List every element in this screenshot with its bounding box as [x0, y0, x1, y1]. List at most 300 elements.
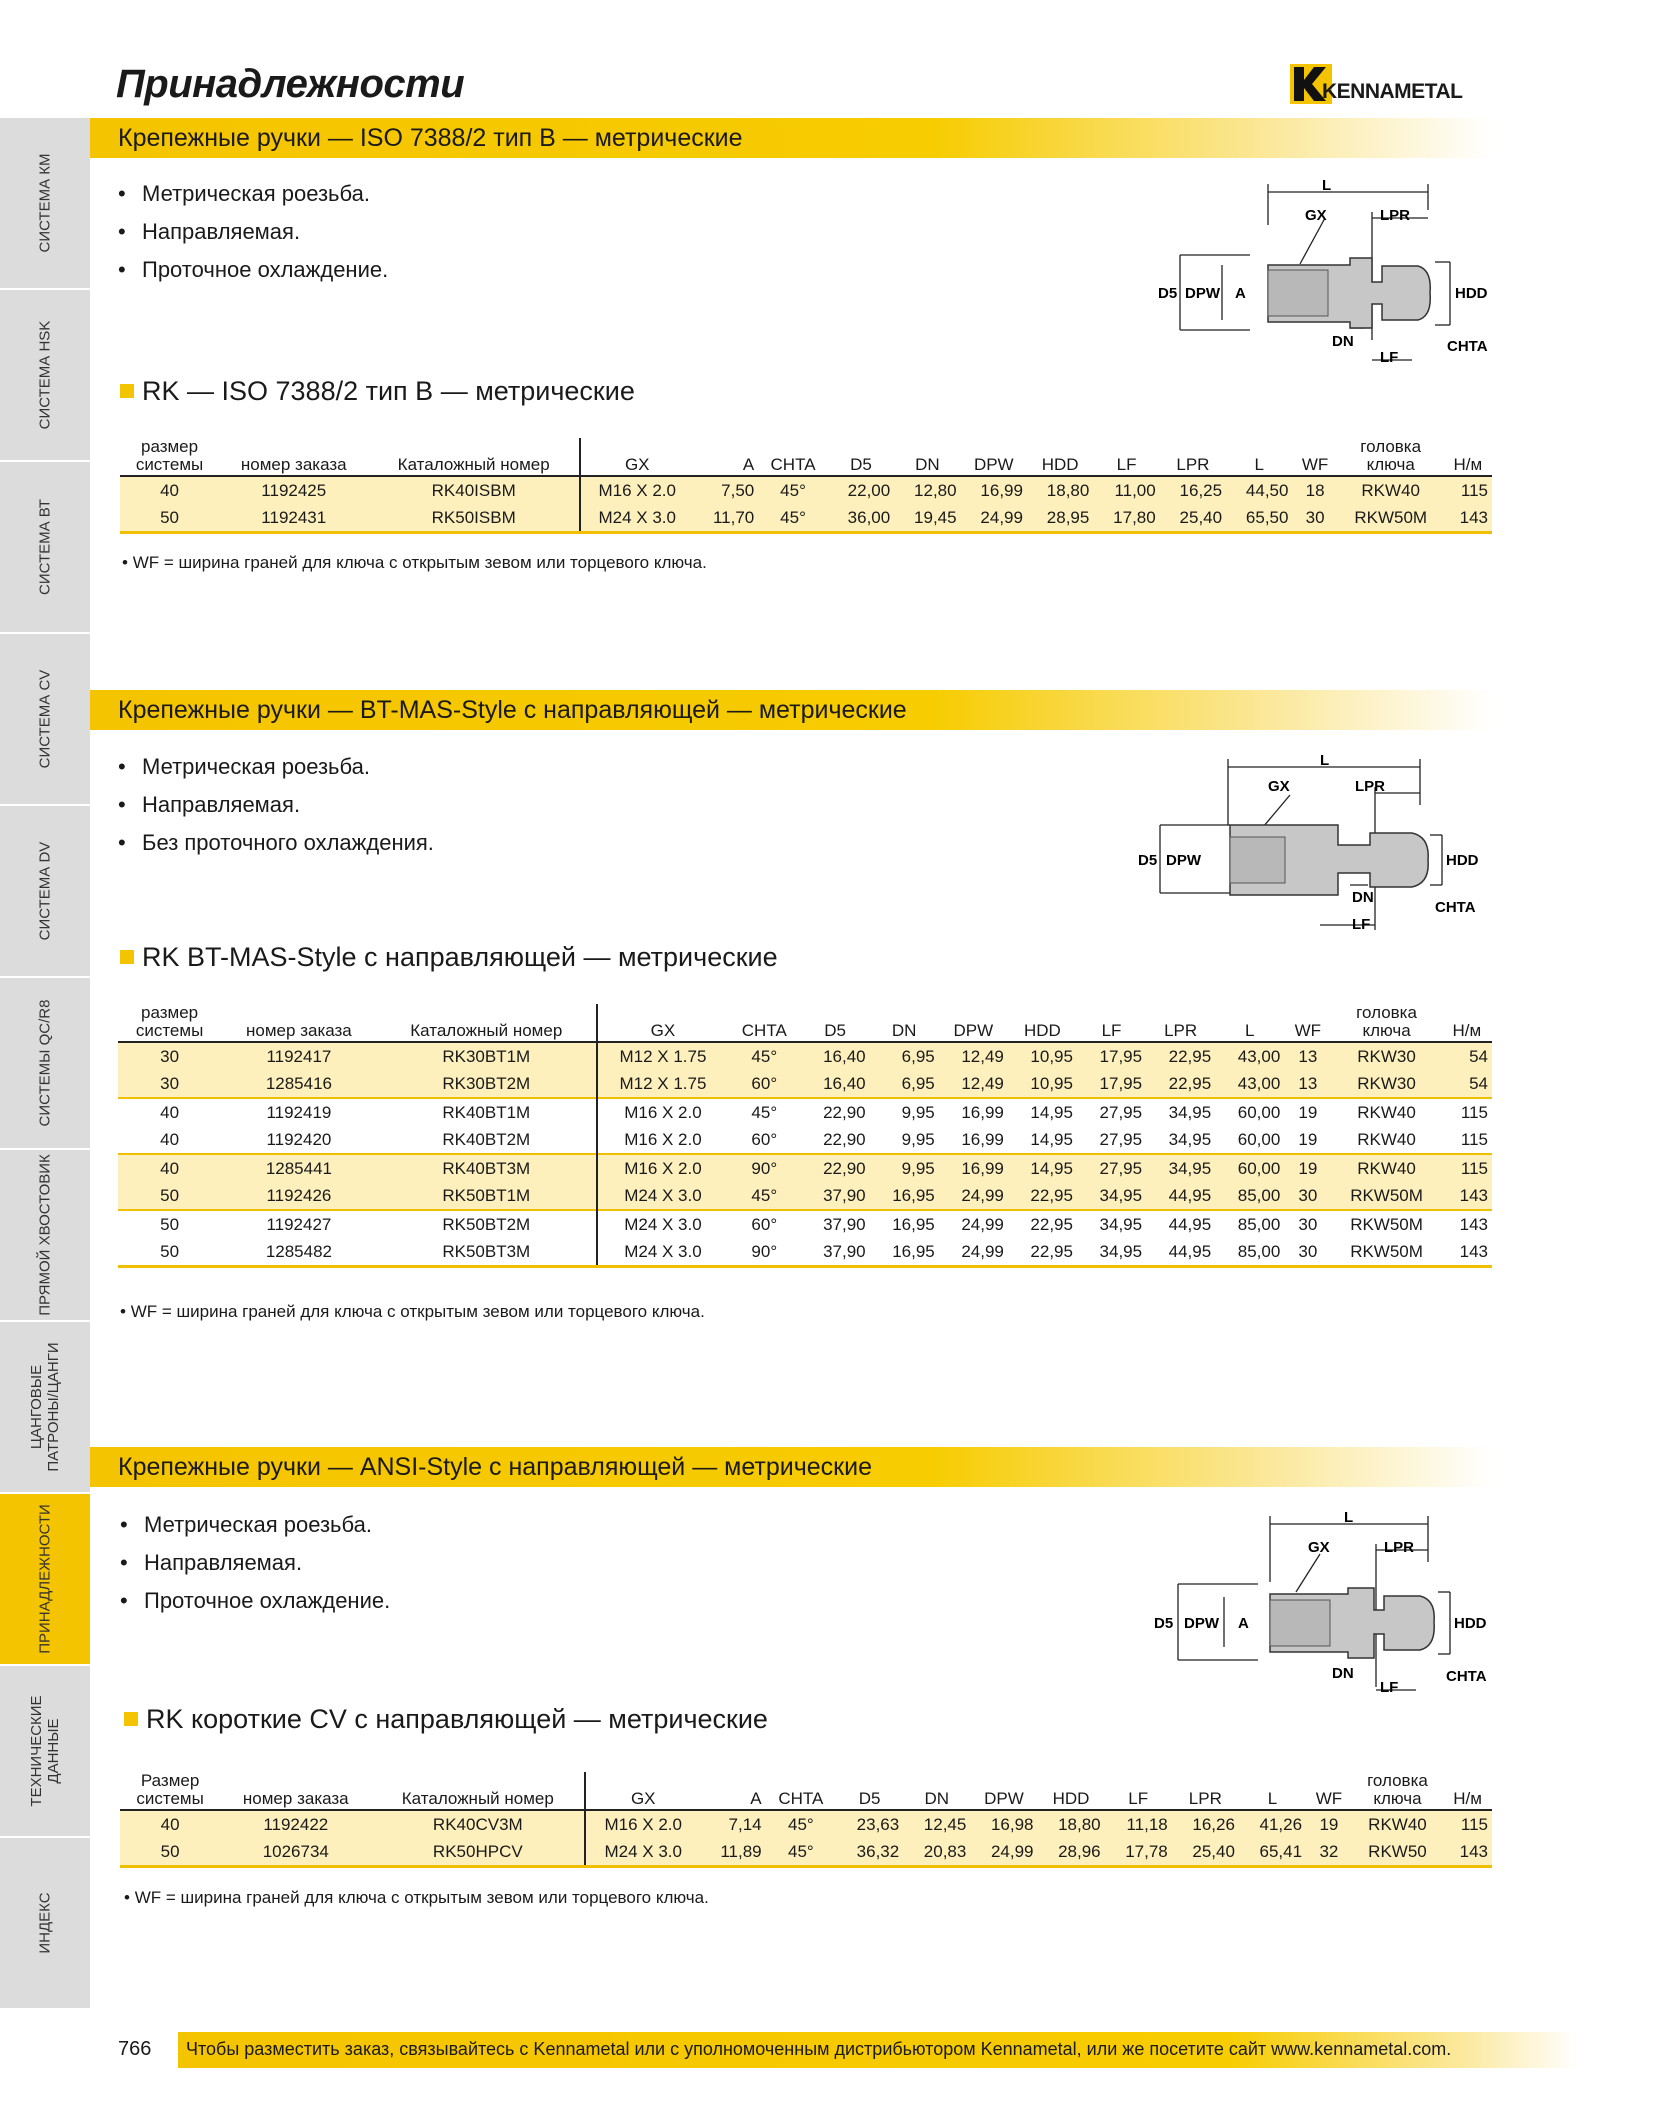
cell: 37,90 — [801, 1182, 870, 1210]
cell: RK50HPCV — [371, 1838, 585, 1867]
page-number: 766 — [118, 2038, 152, 2060]
cell: RK50BT1M — [377, 1182, 597, 1210]
feature-item: • Метрическая роезьба. — [120, 1506, 390, 1544]
sidebar-tab-cv[interactable] — [0, 634, 90, 807]
cell: 115 — [1442, 1098, 1492, 1126]
col-header-chta: CHTA — [766, 1772, 836, 1810]
sidebar-tab-label: СИСТЕМА CV — [36, 669, 54, 769]
cell: 25,40 — [1160, 504, 1226, 533]
sidebar-tab-dv[interactable] — [0, 806, 90, 979]
cell: 44,95 — [1146, 1238, 1215, 1267]
col-header-dn: DN — [870, 1004, 939, 1042]
cell: 9,95 — [901, 1130, 935, 1149]
section-header-bt-mas — [90, 690, 1492, 730]
table-row — [120, 476, 1492, 504]
cell: 143 — [1442, 1210, 1492, 1238]
cell: M24 X 3.0 — [585, 1838, 700, 1867]
cell: M24 X 3.0 — [597, 1182, 728, 1210]
cell: 10,95 — [1008, 1042, 1077, 1070]
cell: 45° — [728, 1182, 800, 1210]
col-header-order: номер заказа — [219, 438, 368, 476]
cell: 16,99 — [939, 1154, 1008, 1182]
table-row — [118, 1042, 1492, 1070]
cell: 28,96 — [1037, 1838, 1104, 1867]
table-footnote-text: WF = ширина граней для ключа с открытым зевом или торцевого ключа. — [132, 553, 707, 572]
table-footnote: • WF = ширина граней для ключа с открытым зевом или торцевого ключа. — [124, 1888, 709, 1907]
dim-label-chta: CHTA — [1435, 899, 1476, 916]
cell: M16 X 2.0 — [580, 476, 694, 504]
col-header-gx: GX — [580, 438, 694, 476]
cell: 41,26 — [1239, 1810, 1306, 1838]
col-header-nm: Н/м — [1444, 438, 1492, 476]
retention-knob-diagram-bt — [1130, 745, 1510, 945]
feature-item: • Направляемая. — [120, 1544, 390, 1582]
dim-label-chta: CHTA — [1447, 338, 1488, 355]
cell: 1285441 — [221, 1154, 377, 1182]
cell: 13 — [1284, 1070, 1331, 1098]
sidebar-tab-label-line1: ТЕХНИЧЕСКИЕ — [28, 1695, 45, 1807]
col-header-size-line2: системы — [136, 1789, 204, 1808]
cell: 44,95 — [1146, 1182, 1215, 1210]
cell: RKW50M — [1331, 1210, 1441, 1238]
cell: 115 — [1444, 476, 1492, 504]
section-title: Крепежные ручки — ANSI-Style с направляющей — метрические — [118, 1453, 872, 1481]
cell: RK50BT2M — [377, 1210, 597, 1238]
cell: 36,00 — [828, 504, 894, 533]
dim-label-lpr: LPR — [1380, 207, 1410, 224]
col-header-hdd: HDD — [1037, 1772, 1104, 1810]
cell: 1192431 — [219, 504, 368, 533]
cell: 50 — [120, 504, 219, 533]
col-header-d5: D5 — [828, 438, 894, 476]
dim-label-dn: DN — [1352, 889, 1374, 906]
yellow-square-icon — [120, 950, 134, 964]
cell: 11,00 — [1093, 476, 1159, 504]
cell: 16,40 — [801, 1042, 870, 1070]
col-header-dpw: DPW — [970, 1772, 1037, 1810]
cell: RKW40 — [1338, 476, 1444, 504]
cell: M24 X 3.0 — [580, 504, 694, 533]
cell: 90° — [728, 1238, 800, 1267]
cell: 65,50 — [1226, 504, 1292, 533]
section-title: Крепежные ручки — ISO 7388/2 тип B — метрические — [118, 124, 743, 152]
cell: 143 — [1443, 1838, 1492, 1867]
cell: 24,99 — [939, 1182, 1008, 1210]
cell: 27,95 — [1077, 1098, 1146, 1126]
dim-label-d5: D5 — [1158, 285, 1178, 302]
cell: 37,90 — [801, 1238, 870, 1267]
dim-label-gx: GX — [1268, 778, 1290, 795]
table-row — [118, 1098, 1492, 1126]
cell: 60,00 — [1237, 1130, 1281, 1149]
cell: 24,99 — [939, 1238, 1008, 1267]
col-header-key — [1338, 438, 1444, 476]
cell: 34,95 — [1168, 1130, 1212, 1149]
table-header-row — [120, 438, 1492, 476]
cell: 11,70 — [694, 504, 759, 533]
feature-list — [118, 748, 434, 862]
cell: 24,99 — [939, 1210, 1008, 1238]
cell: 22,90 — [801, 1154, 870, 1182]
cell: 143 — [1442, 1238, 1492, 1267]
cell: RKW30 — [1331, 1042, 1441, 1070]
yellow-square-icon — [124, 1712, 138, 1726]
col-header-d5: D5 — [801, 1004, 870, 1042]
dim-label-lf: LF — [1380, 349, 1399, 366]
cell: 36,32 — [836, 1838, 903, 1867]
sidebar-tab-label-line2: ДАННЫЕ — [45, 1718, 62, 1784]
cell: 6,95 — [870, 1070, 939, 1098]
cell: 12,45 — [903, 1810, 970, 1838]
cell: 18,80 — [1027, 476, 1093, 504]
cell: RKW40 — [1331, 1154, 1441, 1182]
cell: 14,95 — [1030, 1130, 1073, 1149]
table-body — [118, 1042, 1492, 1267]
cell: RK50ISBM — [368, 504, 579, 533]
cell: 1192422 — [220, 1810, 371, 1838]
table-row — [120, 1810, 1492, 1838]
table-footnote-text: WF = ширина граней для ключа с открытым зевом или торцевого ключа. — [134, 1888, 709, 1907]
sidebar-tab-accessories[interactable] — [0, 1494, 90, 1667]
cell: 65,41 — [1239, 1838, 1306, 1867]
dim-label-hdd: HDD — [1454, 1615, 1487, 1632]
cell: 1192426 — [221, 1182, 377, 1210]
cell: 85,00 — [1215, 1210, 1284, 1238]
dim-label-dn: DN — [1332, 333, 1354, 350]
sidebar-tab-straight-shank[interactable] — [0, 1150, 90, 1323]
sidebar-tab-label: СИСТЕМА ВТ — [36, 499, 54, 595]
dim-label-a: A — [1235, 285, 1246, 302]
cell: 22,90 — [801, 1098, 870, 1126]
cell: M16 X 2.0 — [597, 1098, 728, 1126]
col-header-l: L — [1215, 1004, 1284, 1042]
cell: M12 X 1.75 — [597, 1070, 728, 1098]
cell: 30 — [1292, 504, 1337, 533]
cell: 1026734 — [220, 1838, 371, 1867]
col-header-order: номер заказа — [221, 1004, 377, 1042]
cell: 40 — [118, 1098, 221, 1126]
sidebar-tab-collet-chucks[interactable] — [0, 1322, 90, 1495]
spec-table-iso7388 — [120, 438, 1492, 534]
table-heading — [124, 1704, 768, 1735]
cell: 14,95 — [1008, 1098, 1077, 1126]
col-header-l: L — [1239, 1772, 1306, 1810]
col-header-wf: WF — [1306, 1772, 1352, 1810]
cell: 85,00 — [1215, 1238, 1284, 1267]
cell: 1192425 — [219, 476, 368, 504]
cell: 17,95 — [1077, 1042, 1146, 1070]
cell: 50 — [120, 1838, 220, 1867]
col-header-hdd: HDD — [1027, 438, 1093, 476]
cell: 18,80 — [1037, 1810, 1104, 1838]
col-header-order: номер заказа — [220, 1772, 371, 1810]
cell: RK30BT1M — [377, 1042, 597, 1070]
cell: 90° — [728, 1154, 800, 1182]
section-header-iso7388 — [90, 118, 1492, 158]
dim-label-hdd: HDD — [1446, 852, 1479, 869]
cell: M24 X 3.0 — [597, 1210, 728, 1238]
cell: 45° — [766, 1838, 836, 1867]
col-header-size-line2: системы — [135, 455, 204, 474]
cell: M16 X 2.0 — [585, 1810, 700, 1838]
cell: 43,00 — [1215, 1042, 1284, 1070]
cell: 22,90 — [823, 1130, 866, 1149]
cell: M12 X 1.75 — [597, 1042, 728, 1070]
cell: 16,95 — [870, 1238, 939, 1267]
dim-label-dpw: DPW — [1166, 852, 1201, 869]
sidebar-tab-qc-r8[interactable] — [0, 978, 90, 1151]
sidebar-tab-index[interactable] — [0, 1838, 90, 2011]
sidebar-tab-label — [28, 1695, 62, 1806]
cell: 1285416 — [221, 1070, 377, 1098]
feature-item: • Метрическая роезьба. — [118, 175, 388, 213]
cell: 12,49 — [939, 1070, 1008, 1098]
cell: 23,63 — [836, 1810, 903, 1838]
dim-label-gx: GX — [1305, 207, 1327, 224]
cell: 25,40 — [1172, 1838, 1239, 1867]
col-header-key-line2: ключа — [1362, 1021, 1411, 1040]
col-header-dpw: DPW — [939, 1004, 1008, 1042]
cell: 34,95 — [1077, 1182, 1146, 1210]
cell: 16,95 — [870, 1182, 939, 1210]
cell: 19 — [1298, 1130, 1318, 1149]
col-header-chta: CHTA — [728, 1004, 800, 1042]
cell: 44,95 — [1146, 1210, 1215, 1238]
col-header-key — [1352, 1772, 1443, 1810]
cell: RKW30 — [1331, 1070, 1441, 1098]
cell: 27,95 — [1077, 1154, 1146, 1182]
table-row — [118, 1238, 1492, 1267]
retention-knob-diagram-iso — [1150, 170, 1510, 370]
sidebar-tab-label: ПРЯМОЙ ХВОСТОВИК — [36, 1154, 54, 1316]
table-body — [120, 476, 1492, 533]
table-row — [118, 1070, 1492, 1098]
feature-list — [120, 1506, 390, 1620]
dim-label-l: L — [1322, 177, 1332, 194]
cell: 1192427 — [221, 1210, 377, 1238]
cell: 14,95 — [1008, 1154, 1077, 1182]
cell: 19 — [1306, 1810, 1352, 1838]
table-row — [118, 1210, 1492, 1238]
cell: 40 — [160, 1130, 180, 1149]
cell: 54 — [1442, 1070, 1492, 1098]
cell: 12,49 — [939, 1042, 1008, 1070]
cell: RKW40 — [1357, 1130, 1416, 1149]
section-title: Крепежные ручки — BT-MAS-Style с направляющей — метрические — [118, 696, 907, 724]
cell: 16,40 — [801, 1070, 870, 1098]
dim-label-dn: DN — [1332, 1665, 1354, 1682]
sidebar-tab-label: СИСТЕМА КМ — [36, 153, 54, 253]
yellow-square-icon — [120, 384, 134, 398]
cell: 143 — [1444, 504, 1492, 533]
col-header-gx: GX — [585, 1772, 700, 1810]
cell: 17,78 — [1105, 1838, 1172, 1867]
cell: 7,14 — [700, 1810, 765, 1838]
cell: RK40BT1M — [377, 1098, 597, 1126]
cell: RK30BT2M — [377, 1070, 597, 1098]
cell: 22,95 — [1146, 1042, 1215, 1070]
cell: 30 — [1284, 1182, 1331, 1210]
brand-name: KENNAMETAL — [1322, 80, 1463, 103]
col-header-key — [1331, 1004, 1441, 1042]
col-header-lf: LF — [1077, 1004, 1146, 1042]
col-header-l: L — [1226, 438, 1292, 476]
cell: 7,50 — [694, 476, 759, 504]
col-header-size-line1: Размер — [140, 1771, 200, 1790]
dim-label-chta: CHTA — [1446, 1668, 1487, 1685]
col-header-size-line1: размер — [140, 437, 199, 456]
footer-text: Чтобы разместить заказ, связывайтесь с Kennametal или с уполномоченным дистрибьютором Kennametal, или же посетите сайт www.kennametal.com. — [186, 2039, 1452, 2059]
table-row — [118, 1126, 1492, 1154]
cell: 16,99 — [939, 1098, 1008, 1126]
col-header-key-line1: головка — [1360, 437, 1422, 456]
col-header-chta: CHTA — [758, 438, 828, 476]
cell: 115 — [1460, 1130, 1488, 1149]
cell: RK40ISBM — [368, 476, 579, 504]
cell: RKW50M — [1331, 1182, 1441, 1210]
cell: 1285482 — [221, 1238, 377, 1267]
table-body — [120, 1810, 1492, 1867]
cell: 16,95 — [870, 1210, 939, 1238]
cell: 34,95 — [1146, 1098, 1215, 1126]
cell: 60,00 — [1215, 1098, 1284, 1126]
sidebar-tab-label-line2: ПАТРОНЫ/ЦАНГИ — [45, 1342, 62, 1472]
cell: 40 — [120, 476, 219, 504]
cell: RK40BT3M — [377, 1154, 597, 1182]
sidebar-tab-km[interactable] — [0, 118, 90, 291]
feature-item: • Метрическая роезьба. — [118, 748, 434, 786]
cell: 143 — [1442, 1182, 1492, 1210]
table-row — [118, 1154, 1492, 1182]
sidebar-tab-label: ИНДЕКС — [36, 1892, 54, 1954]
dim-label-lf: LF — [1380, 1679, 1399, 1696]
col-header-size — [120, 1772, 220, 1810]
col-header-catalog: Каталожный номер — [377, 1004, 597, 1042]
col-header-d5: D5 — [836, 1772, 903, 1810]
cell: 40 — [120, 1810, 220, 1838]
cell: RK40BT2M — [377, 1126, 597, 1154]
cell: 60,00 — [1215, 1154, 1284, 1182]
cell: 34,95 — [1146, 1154, 1215, 1182]
cell: 22,95 — [1146, 1070, 1215, 1098]
col-header-nm: Н/м — [1443, 1772, 1492, 1810]
dim-label-dpw: DPW — [1185, 285, 1220, 302]
cell: 17,95 — [1077, 1070, 1146, 1098]
col-header-lf: LF — [1105, 1772, 1172, 1810]
cell: 45° — [728, 1098, 800, 1126]
cell: 50 — [118, 1210, 221, 1238]
cell: 22,00 — [828, 476, 894, 504]
cell: 17,80 — [1093, 504, 1159, 533]
cell: 50 — [118, 1182, 221, 1210]
dim-label-l: L — [1344, 1509, 1354, 1526]
sidebar-tab-bt[interactable] — [0, 462, 90, 635]
cell: 85,00 — [1215, 1182, 1284, 1210]
cell: RKW50M — [1331, 1238, 1441, 1267]
cell: 22,95 — [1008, 1238, 1077, 1267]
col-header-a: A — [694, 438, 759, 476]
cell: 40 — [118, 1154, 221, 1182]
table-footnote: • WF = ширина граней для ключа с открытым зевом или торцевого ключа. — [120, 1302, 705, 1321]
col-header-key-line1: головка — [1356, 1003, 1417, 1022]
table-row — [120, 1838, 1492, 1867]
cell: 13 — [1284, 1042, 1331, 1070]
cell: 16,99 — [961, 1130, 1004, 1149]
sidebar-tab-label-line1: ЦАНГОВЫЕ — [28, 1364, 45, 1450]
cell: 30 — [1284, 1210, 1331, 1238]
sidebar-tab-label: СИСТЕМА DV — [36, 841, 54, 941]
cell: 30 — [118, 1070, 221, 1098]
cell: 19,45 — [894, 504, 960, 533]
col-header-size-line2: системы — [135, 1021, 204, 1040]
cell: 34,95 — [1077, 1210, 1146, 1238]
col-header-catalog: Каталожный номер — [371, 1772, 585, 1810]
cell: 19 — [1284, 1154, 1331, 1182]
cell: 1192420 — [266, 1130, 332, 1149]
cell: 1192417 — [221, 1042, 377, 1070]
spec-table-ansi — [120, 1772, 1492, 1868]
dim-label-gx: GX — [1308, 1539, 1330, 1556]
cell: 60° — [728, 1210, 800, 1238]
cell: 12,80 — [894, 476, 960, 504]
table-header-row — [120, 1772, 1492, 1810]
section-header-ansi — [90, 1447, 1492, 1487]
cell: 30 — [1284, 1238, 1331, 1267]
col-header-dn: DN — [894, 438, 960, 476]
sidebar-tab-technical-data[interactable] — [0, 1666, 90, 1839]
cell: 11,89 — [700, 1838, 765, 1867]
table-heading — [120, 376, 635, 407]
col-header-key-line2: ключа — [1366, 455, 1415, 474]
cell: RK50BT3M — [377, 1238, 597, 1267]
table-row — [120, 504, 1492, 533]
cell: 27,95 — [1099, 1130, 1143, 1149]
cell: 115 — [1442, 1154, 1492, 1182]
cell: 28,95 — [1027, 504, 1093, 533]
col-header-wf: WF — [1292, 438, 1337, 476]
cell: 45° — [766, 1810, 836, 1838]
col-header-a: A — [700, 1772, 765, 1810]
table-heading-text: RK короткие CV с направляющей — метрические — [146, 1704, 768, 1734]
dim-label-dpw: DPW — [1184, 1615, 1219, 1632]
table-footnote-text: WF = ширина граней для ключа с открытым зевом или торцевого ключа. — [130, 1302, 705, 1321]
cell: 11,18 — [1105, 1810, 1172, 1838]
retention-knob-diagram-ansi — [1148, 1502, 1508, 1702]
cell: 6,95 — [870, 1042, 939, 1070]
col-header-dn: DN — [903, 1772, 970, 1810]
sidebar-tab-hsk[interactable] — [0, 290, 90, 463]
cell: RKW40 — [1352, 1810, 1443, 1838]
cell: 32 — [1306, 1838, 1352, 1867]
feature-item: • Проточное охлаждение. — [120, 1582, 390, 1620]
cell: 37,90 — [801, 1210, 870, 1238]
page-title: Принадлежности — [116, 62, 465, 106]
table-footnote: • WF = ширина граней для ключа с открытым зевом или торцевого ключа. — [122, 553, 707, 572]
feature-item: • Проточное охлаждение. — [118, 251, 388, 289]
cell: 30 — [118, 1042, 221, 1070]
col-header-lpr: LPR — [1172, 1772, 1239, 1810]
cell: RKW50 — [1352, 1838, 1443, 1867]
cell: 9,95 — [870, 1098, 939, 1126]
cell: 45° — [728, 1042, 800, 1070]
cell: 16,99 — [961, 476, 1027, 504]
dim-label-d5: D5 — [1154, 1615, 1174, 1632]
cell: 60° — [728, 1070, 800, 1098]
footer-bar — [178, 2032, 1578, 2068]
col-header-gx: GX — [597, 1004, 728, 1042]
sidebar — [0, 118, 90, 2018]
col-header-size — [118, 1004, 221, 1042]
